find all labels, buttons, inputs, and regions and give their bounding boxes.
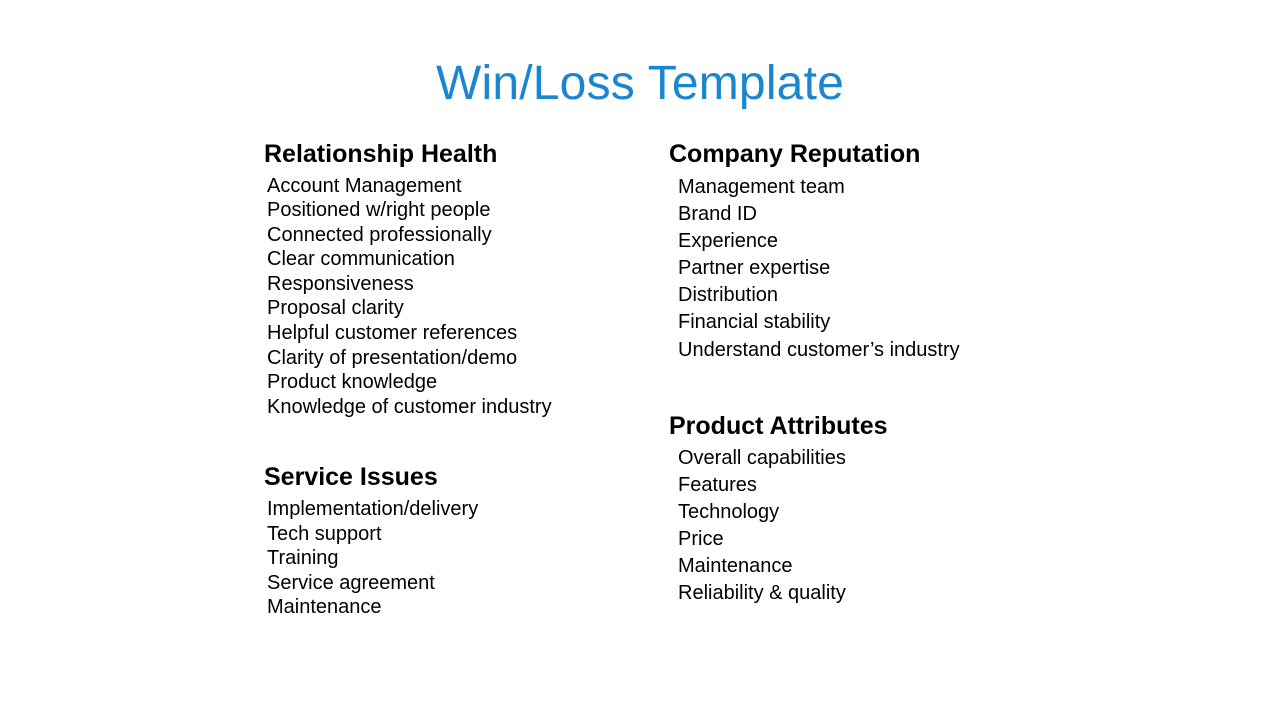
list-item: Knowledge of customer industry <box>267 395 552 418</box>
list-company-reputation <box>669 174 1089 364</box>
list-item: Tech support <box>267 522 382 545</box>
list-item: Service agreement <box>267 571 435 594</box>
list-item: Proposal clarity <box>267 297 404 320</box>
section-company-reputation <box>669 140 1089 364</box>
section-service-issues <box>262 463 652 619</box>
list-item: Experience <box>678 229 779 252</box>
list-item: Helpful customer references <box>267 322 518 345</box>
list-item: Understand customer’s industry <box>678 338 960 361</box>
list-relationship-health <box>262 174 652 420</box>
list-item: Clarity of presentation/demo <box>267 346 518 369</box>
list-item: Connected professionally <box>267 223 492 246</box>
list-item: Technology <box>678 501 780 524</box>
list-service-issues <box>262 497 652 620</box>
list-item: Maintenance <box>267 596 382 619</box>
list-item: Distribution <box>678 284 779 307</box>
list-item: Maintenance <box>678 555 793 578</box>
list-item: Partner expertise <box>678 257 831 280</box>
list-item: Clear communication <box>267 248 455 271</box>
list-item: Reliability & quality <box>678 582 846 605</box>
section-heading-product-attributes: Product Attributes <box>669 411 888 440</box>
list-item: Account Management <box>267 174 462 197</box>
list-item: Features <box>678 474 757 497</box>
list-item: Product knowledge <box>267 371 438 394</box>
section-heading-service-issues: Service Issues <box>264 463 438 492</box>
list-item: Price <box>678 528 724 551</box>
section-heading-relationship-health: Relationship Health <box>264 140 498 168</box>
list-item: Brand ID <box>678 202 757 225</box>
list-item: Financial stability <box>678 311 831 334</box>
list-item: Responsiveness <box>267 272 414 295</box>
right-column <box>669 140 1089 607</box>
list-item: Training <box>267 547 339 570</box>
list-item: Positioned w/right people <box>267 199 491 222</box>
section-relationship-health <box>262 140 652 419</box>
left-column <box>262 140 652 620</box>
page-title: Win/Loss Template <box>435 57 845 110</box>
section-product-attributes <box>669 412 1089 608</box>
list-item: Overall capabilities <box>678 447 846 470</box>
list-item: Implementation/delivery <box>267 497 479 520</box>
list-item: Management team <box>678 175 845 198</box>
list-product-attributes <box>669 445 1089 607</box>
section-heading-company-reputation: Company Reputation <box>669 140 921 168</box>
